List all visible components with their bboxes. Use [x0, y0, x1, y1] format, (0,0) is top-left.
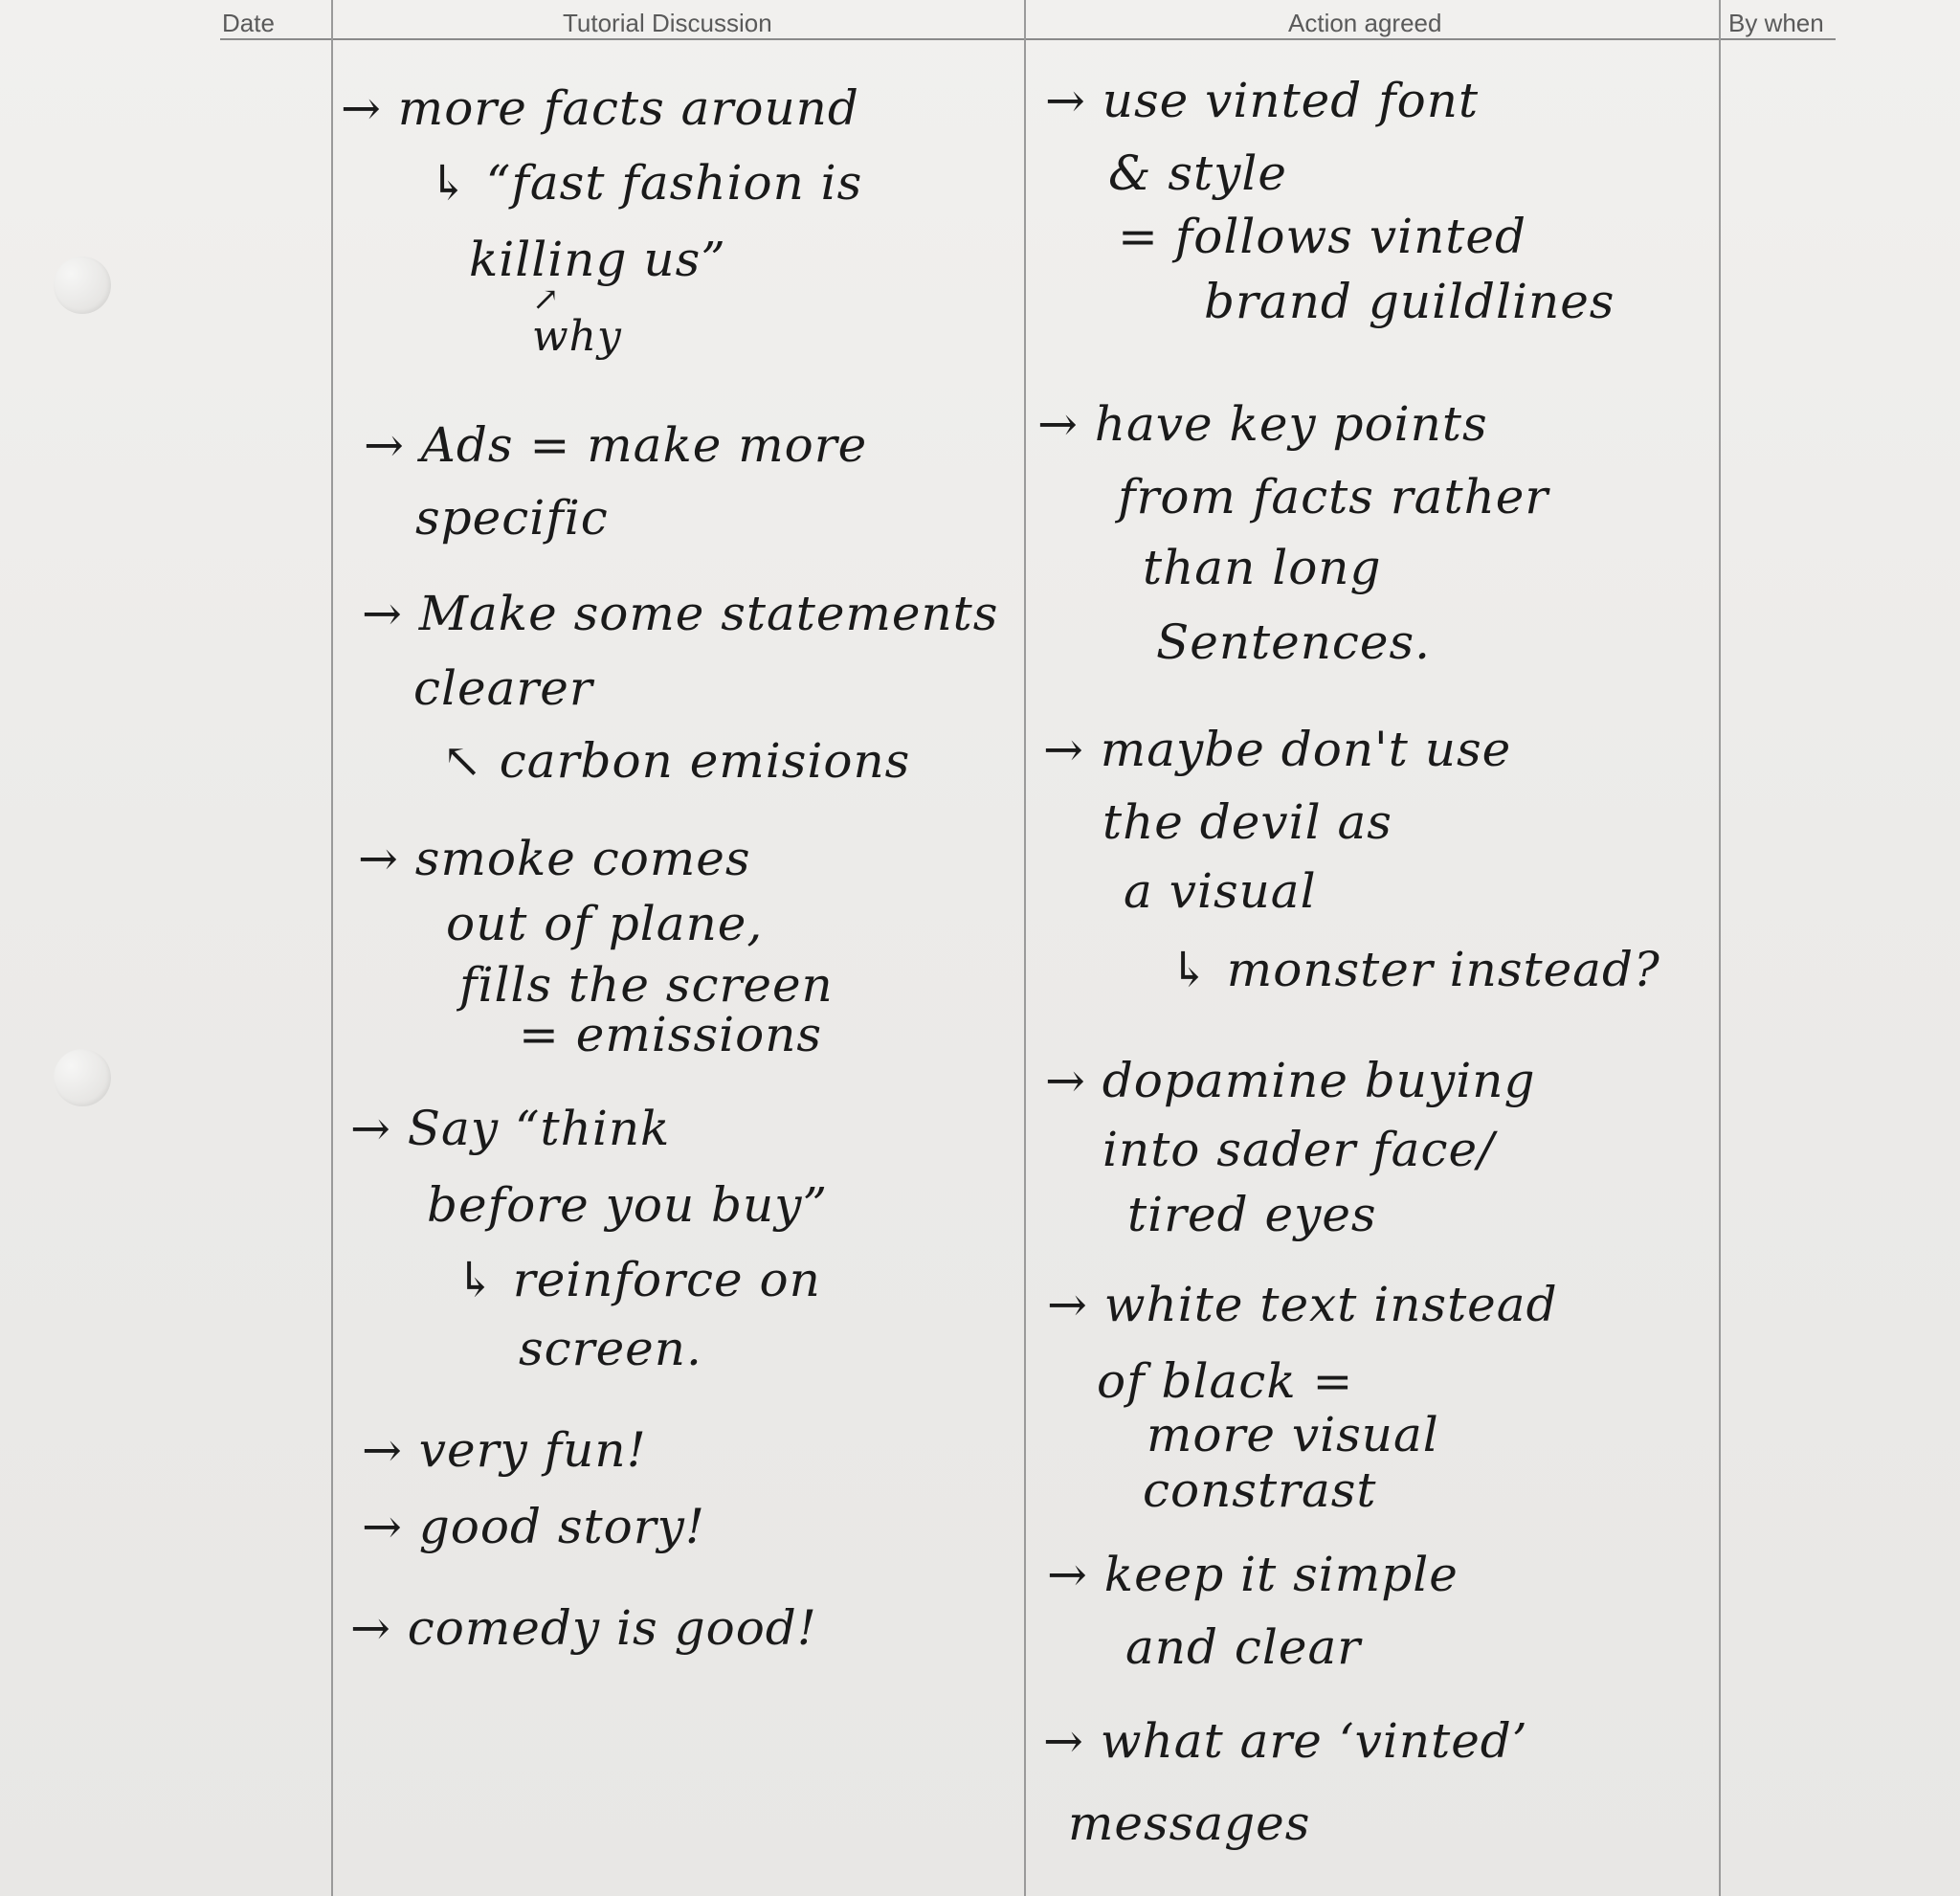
discussion-note-line: specific — [415, 490, 609, 546]
action-note-line: constrast — [1143, 1462, 1377, 1518]
discussion-note-line: → more facts around — [341, 80, 859, 136]
punch-hole-bottom — [54, 1049, 111, 1106]
column-divider-date — [331, 0, 333, 1896]
punch-hole-top — [54, 257, 111, 314]
discussion-note-line: fills the screen — [459, 957, 834, 1013]
action-note-line: → white text instead — [1047, 1277, 1558, 1332]
discussion-note-line: ↖ carbon emisions — [442, 733, 911, 789]
discussion-note-line: ↳ reinforce on — [456, 1252, 821, 1307]
discussion-note-line: = emissions — [519, 1007, 823, 1062]
discussion-note-line: → very fun! — [362, 1422, 647, 1478]
column-divider-discussion — [1024, 0, 1026, 1896]
discussion-note-line: out of plane, — [446, 896, 764, 951]
action-note-line: & style — [1108, 145, 1287, 201]
discussion-note-line: why — [532, 312, 622, 361]
action-note-line: → maybe don't use — [1043, 722, 1512, 777]
discussion-note-line: before you buy” — [427, 1177, 829, 1233]
discussion-note-line: ↗ — [532, 280, 561, 319]
action-note-line: → dopamine buying — [1045, 1053, 1536, 1108]
action-note-line: Sentences. — [1156, 614, 1432, 670]
header-underline-date — [220, 38, 335, 40]
discussion-note-line: killing us” — [469, 232, 726, 287]
action-note-line: → keep it simple — [1047, 1547, 1459, 1602]
action-note-line: messages — [1068, 1796, 1311, 1851]
action-note-line: the devil as — [1102, 794, 1392, 850]
header-tutorial-discussion: Tutorial Discussion — [563, 9, 772, 37]
action-note-line: more visual — [1147, 1407, 1439, 1462]
action-note-line: = follows vinted — [1118, 209, 1526, 264]
header-date: Date — [222, 9, 275, 37]
header-by-when: By when — [1728, 9, 1824, 37]
header-action-agreed: Action agreed — [1288, 9, 1442, 37]
discussion-note-line: → smoke comes — [358, 831, 751, 886]
header-underline-main — [335, 38, 1836, 40]
discussion-note-line: → Ads = make more — [364, 417, 868, 473]
column-divider-action — [1719, 0, 1721, 1896]
action-note-line: ↳ monster instead? — [1169, 942, 1660, 997]
discussion-note-line: clearer — [413, 660, 593, 716]
action-note-line: from facts rather — [1118, 469, 1549, 524]
discussion-note-line: screen. — [519, 1321, 702, 1376]
discussion-note-line: → Make some statements — [362, 586, 999, 641]
action-note-line: of black = — [1097, 1353, 1354, 1409]
action-note-line: → use vinted font — [1045, 73, 1480, 128]
discussion-note-line: ↳ “fast fashion is — [429, 155, 863, 211]
action-note-line: a visual — [1124, 863, 1317, 919]
action-note-line: and clear — [1125, 1619, 1362, 1675]
discussion-note-line: → comedy is good! — [350, 1600, 817, 1656]
discussion-note-line: → good story! — [362, 1499, 705, 1554]
action-note-line: brand guildlines — [1204, 274, 1615, 329]
action-note-line: → have key points — [1037, 396, 1488, 452]
action-note-line: into sader face/ — [1102, 1122, 1495, 1177]
action-note-line: → what are ‘vinted’ — [1043, 1713, 1528, 1769]
discussion-note-line: → Say “think — [350, 1101, 671, 1156]
action-note-line: tired eyes — [1127, 1187, 1377, 1242]
action-note-line: than long — [1143, 540, 1382, 595]
